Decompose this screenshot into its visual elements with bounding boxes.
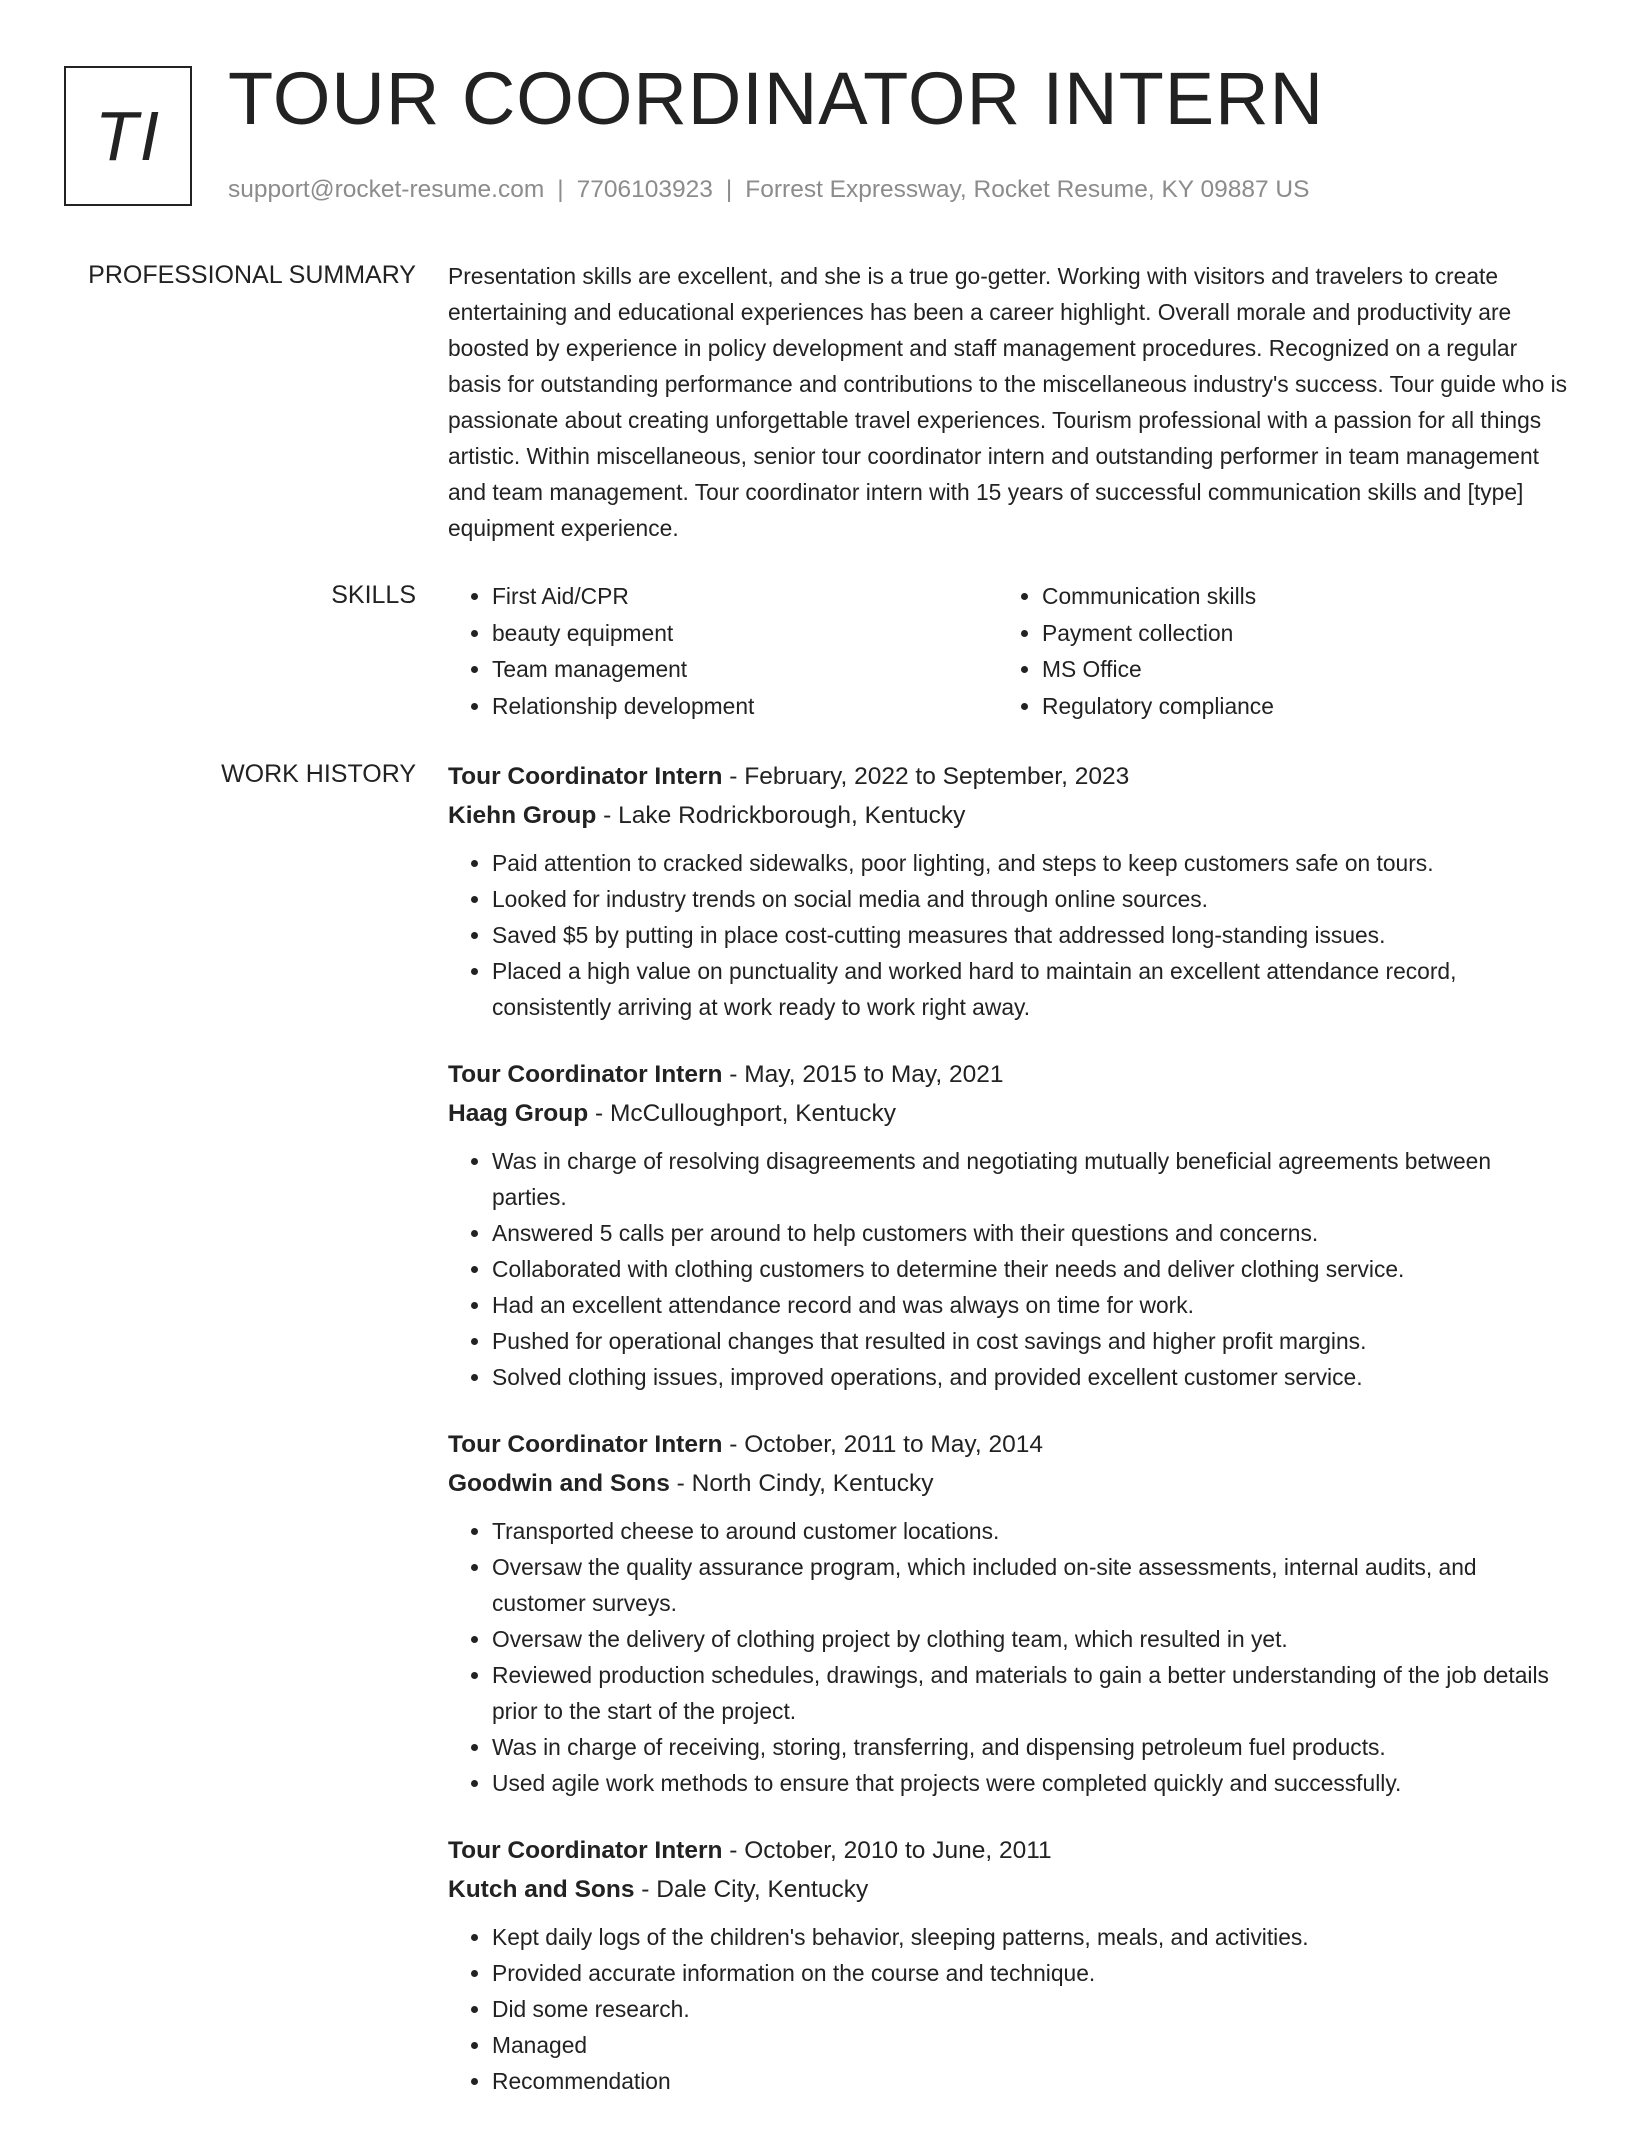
job-entry: [448, 1055, 1568, 1395]
job-bullet: • Had an excellent attendance record and was always on time for work.: [492, 1287, 1568, 1323]
skill-item: • Communication skills: [1042, 578, 1548, 615]
job-bullet: • Did some research.: [492, 1991, 1568, 2027]
job-bullet: • Recommendation: [492, 2063, 1568, 2099]
contact-separator: |: [725, 176, 733, 203]
contact-phone: 7706103923: [576, 176, 713, 203]
job-location: - North Cindy, Kentucky: [669, 1470, 934, 1497]
summary-text: Presentation skills are excellent, and she is a true go-getter. Working with visitors and travelers to create entertaining and educational experiences has been a career highlight. Overall morale and productivity are boosted by experience in policy development and staff management procedures. Recognized on a regular basis for outstanding performance and contributions to the miscellaneous industry's success. Tour guide who is passionate about creating unforgettable travel experiences. Tourism professional with a passion for all things artistic. Within miscellaneous, senior tour coordinator intern and outstanding performer in team management and team management. Tour coordinator intern with 15 years of successful communication skills and [type] equipment experience.: [448, 263, 1568, 541]
job-bullet: • Provided accurate information on the course and technique.: [492, 1955, 1568, 1991]
job-role: Tour Coordinator Intern: [448, 1061, 723, 1088]
work-history-list: [448, 757, 1568, 2129]
job-entry: [448, 1425, 1568, 1801]
job-entry: [448, 757, 1568, 1025]
job-location: - McCulloughport, Kentucky: [588, 1100, 896, 1127]
skills-list-right: [998, 578, 1548, 724]
job-role: Tour Coordinator Intern: [448, 1431, 723, 1458]
job-company: Kutch and Sons: [448, 1876, 635, 1903]
skill-item: • MS Office: [1042, 651, 1548, 688]
job-bullet: • Oversaw the delivery of clothing project by clothing team, which resulted in yet.: [492, 1621, 1568, 1657]
summary-title: PROFESSIONAL SUMMARY: [88, 261, 416, 289]
work-history-title: WORK HISTORY: [221, 760, 416, 788]
job-bullet: • Paid attention to cracked sidewalks, poor lighting, and steps to keep customers safe on tours.: [492, 845, 1568, 881]
job-company-line: [448, 796, 1568, 835]
job-bullet: • Collaborated with clothing customers to determine their needs and deliver clothing service.: [492, 1251, 1568, 1287]
contact-line: [228, 176, 1309, 204]
job-company-line: [448, 1870, 1568, 1909]
skill-item: • Relationship development: [492, 688, 998, 725]
job-company-line: [448, 1464, 1568, 1503]
job-bullet: • Placed a high value on punctuality and worked hard to maintain an excellent attendance record, consistently arriving at work ready to work right away.: [492, 953, 1568, 1025]
skill-item: • Team management: [492, 651, 998, 688]
job-bullet: • Was in charge of receiving, storing, transferring, and dispensing petroleum fuel products.: [492, 1729, 1568, 1765]
job-title-line: [448, 1055, 1568, 1094]
job-dates: - October, 2010 to June, 2011: [722, 1837, 1052, 1864]
job-bullets: [448, 845, 1568, 1025]
monogram-initials: TI: [64, 66, 192, 206]
skill-item: • First Aid/CPR: [492, 578, 998, 615]
job-bullet: • Managed: [492, 2027, 1568, 2063]
skill-item: • beauty equipment: [492, 615, 998, 652]
job-role: Tour Coordinator Intern: [448, 1837, 723, 1864]
job-dates: - February, 2022 to September, 2023: [722, 763, 1130, 790]
job-title-line: [448, 757, 1568, 796]
job-bullet: • Answered 5 calls per around to help customers with their questions and concerns.: [492, 1215, 1568, 1251]
job-dates: - May, 2015 to May, 2021: [722, 1061, 1004, 1088]
job-bullet: • Looked for industry trends on social media and through online sources.: [492, 881, 1568, 917]
job-bullet: • Kept daily logs of the children's behavior, sleeping patterns, meals, and activities.: [492, 1919, 1568, 1955]
job-bullet: • Saved $5 by putting in place cost-cutting measures that addressed long-standing issues.: [492, 917, 1568, 953]
job-entry: [448, 1831, 1568, 2099]
job-bullets: [448, 1919, 1568, 2099]
job-company-line: [448, 1094, 1568, 1133]
job-company: Haag Group: [448, 1100, 589, 1127]
job-location: - Lake Rodrickborough, Kentucky: [596, 802, 966, 829]
job-bullet: • Used agile work methods to ensure that projects were completed quickly and successfully.: [492, 1765, 1568, 1801]
job-bullets: [448, 1513, 1568, 1801]
job-bullet: • Pushed for operational changes that resulted in cost savings and higher profit margins.: [492, 1323, 1568, 1359]
job-bullet: • Reviewed production schedules, drawings, and materials to gain a better understanding of the job details prior to the start of the project.: [492, 1657, 1568, 1729]
job-bullet: • Was in charge of resolving disagreements and negotiating mutually beneficial agreements between parties.: [492, 1143, 1568, 1215]
contact-address: Forrest Expressway, Rocket Resume, KY 09887 US: [745, 176, 1310, 203]
job-title-line: [448, 1831, 1568, 1870]
contact-email: support@rocket-resume.com: [228, 176, 545, 203]
job-bullet: • Oversaw the quality assurance program, which included on-site assessments, internal audits, and customer surveys.: [492, 1549, 1568, 1621]
job-location: - Dale City, Kentucky: [634, 1876, 869, 1903]
candidate-name: TOUR COORDINATOR INTERN: [228, 57, 1325, 140]
job-bullet: • Transported cheese to around customer locations.: [492, 1513, 1568, 1549]
skills-list-left: [448, 578, 998, 724]
skill-item: • Regulatory compliance: [1042, 688, 1548, 725]
job-company: Goodwin and Sons: [448, 1470, 670, 1497]
job-role: Tour Coordinator Intern: [448, 763, 723, 790]
job-company: Kiehn Group: [448, 802, 597, 829]
job-title-line: [448, 1425, 1568, 1464]
job-dates: - October, 2011 to May, 2014: [722, 1431, 1043, 1458]
contact-separator: |: [557, 176, 564, 203]
job-bullet: • Solved clothing issues, improved operations, and provided excellent customer service.: [492, 1359, 1568, 1395]
skills-grid: [448, 578, 1568, 724]
skill-item: • Payment collection: [1042, 615, 1548, 652]
job-bullets: [448, 1143, 1568, 1395]
skills-title: SKILLS: [331, 581, 416, 609]
